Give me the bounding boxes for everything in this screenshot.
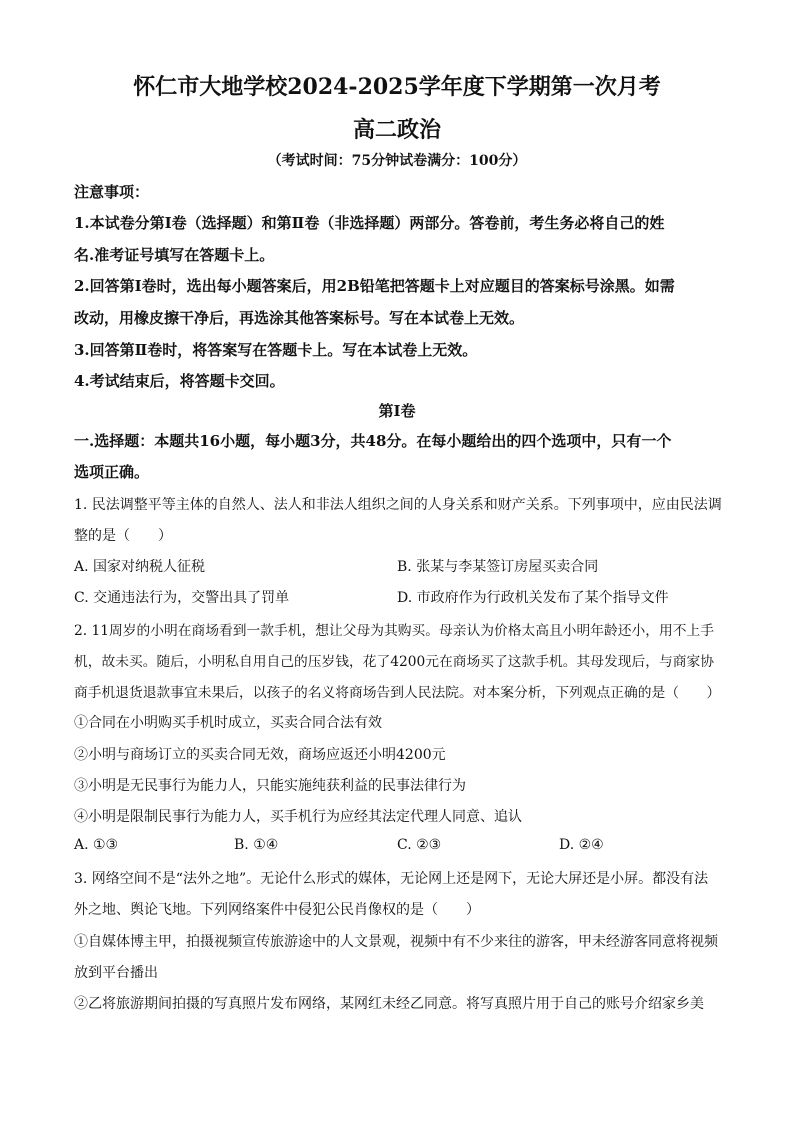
- notice-line: 4.考试结束后，将答题卡交回。: [74, 372, 285, 390]
- notice-line: 名.准考证号填写在答题卡上。: [74, 246, 275, 264]
- question-2-option-c: C. ②③: [397, 837, 442, 853]
- question-1-stem: 1. 民法调整平等主体的自然人、法人和非法人组织之间的人身关系和财产关系。下列事项中，应由民法调: [74, 497, 722, 513]
- notice-line: 2.回答第Ⅰ卷时，选出每小题答案后，用2B铅笔把答题卡上对应题目的答案标号涂黑。如需: [74, 277, 675, 295]
- question-1-option-b: B. 张某与李某签订房屋买卖合同: [397, 559, 599, 575]
- question-2-option-d: D. ②④: [559, 837, 604, 853]
- exam-title: 怀仁市大地学校2024-2025学年度下学期第一次月考: [133, 74, 661, 100]
- question-2-option-a: A. ①③: [74, 837, 119, 853]
- notice-line: 改动，用橡皮擦干净后，再选涂其他答案标号。写在本试卷上无效。: [74, 309, 525, 327]
- question-2-option-b: B. ①④: [234, 837, 279, 853]
- question-1-option-c: C. 交通违法行为，交警出具了罚单: [74, 590, 290, 606]
- exam-info: （考试时间：75分钟试卷满分：100分）: [267, 153, 527, 169]
- section-title: 第Ⅰ卷: [378, 402, 416, 420]
- section-instruction: 一.选择题：本题共16小题，每小题3分，共48分。在每小题给出的四个选项中，只有一个: [74, 432, 672, 450]
- question-2-stem: 2. 11周岁的小明在商场看到一款手机，想让父母为其购买。母亲认为价格太高且小明年龄还小，用不上手: [74, 623, 714, 639]
- notice-heading: 注意事项：: [74, 183, 150, 201]
- question-1-stem: 整的是（ ）: [74, 528, 172, 544]
- question-1-option-a: A. 国家对纳税人征税: [74, 559, 206, 575]
- question-1-option-d: D. 市政府作为行政机关发布了某个指导文件: [397, 590, 669, 606]
- question-2-statement: ①合同在小明购买手机时成立，买卖合同合法有效: [74, 715, 382, 731]
- question-3-statement: 放到平台播出: [74, 965, 158, 981]
- question-3-statement: ②乙将旅游期间拍摄的写真照片发布网络，某网红未经乙同意。将写真照片用于自己的账号介绍家乡美: [74, 996, 704, 1012]
- question-2-statement: ④小明是限制民事行为能力人，买手机行为应经其法定代理人同意、追认: [74, 809, 522, 825]
- question-3-statement: ①自媒体博主甲，拍摄视频宣传旅游途中的人文景观，视频中有不少来往的游客，甲未经游客同意将视频: [74, 934, 718, 950]
- question-2-statement: ③小明是无民事行为能力人，只能实施纯获利益的民事法律行为: [74, 778, 466, 794]
- exam-subject: 高二政治: [352, 117, 441, 143]
- notice-line: 3.回答第Ⅱ卷时，将答案写在答题卡上。写在本试卷上无效。: [74, 341, 478, 359]
- notice-line: 1.本试卷分第Ⅰ卷（选择题）和第Ⅱ卷（非选择题）两部分。答卷前，考生务必将自己的姓: [74, 214, 665, 232]
- question-2-stem: 商手机退货退款事宜未果后，以孩子的名义将商场告到人民法院。对本案分析，下列观点正确的是（ ）: [74, 685, 721, 701]
- question-3-stem: 外之地、舆论飞地。下列网络案件中侵犯公民肖像权的是（ ）: [74, 902, 480, 918]
- question-3-stem: 3. 网络空间不是“法外之地”。无论什么形式的媒体，无论网上还是网下，无论大屏还是小屏。都没有法: [74, 871, 709, 887]
- question-2-statement: ②小明与商场订立的买卖合同无效，商场应返还小明4200元: [74, 747, 446, 763]
- section-instruction: 选项正确。: [74, 463, 150, 481]
- question-2-stem: 机，故未买。随后，小明私自用自己的压岁钱，花了4200元在商场买了这款手机。其母发现后，与商家协: [74, 654, 714, 670]
